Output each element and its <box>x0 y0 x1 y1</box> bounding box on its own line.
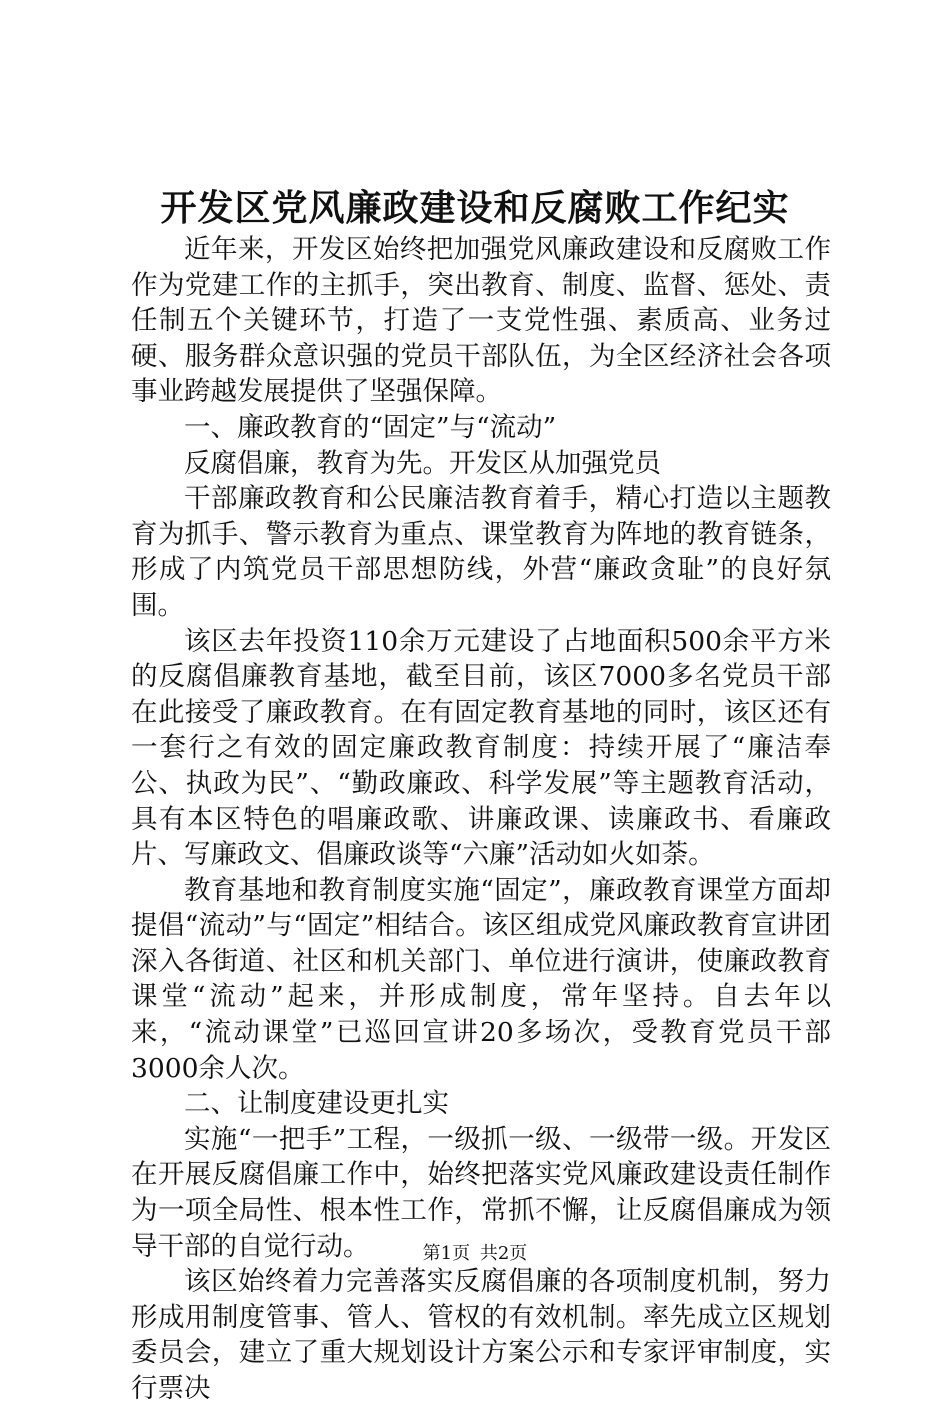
section-heading-1: 一、廉政教育的“固定”与“流动” <box>184 411 557 443</box>
paragraph: 该区始终着力完善落实反腐倡廉的各项制度机制，努力形成用制度管事、管人、管权的有效机制。率先成立区规划委员会，建立了重大规划设计方案公示和专家评审制度，实行票决 <box>131 1266 831 1404</box>
paragraph: 该区去年投资110余万元建设了占地面积500余平方米的反腐倡廉教育基地，截至目前，该区7000多名党员干部在此接受了廉政教育。在有固定教育基地的同时，该区还有一套行之有效的固定廉政教育制度：持续开展了“廉洁奉公、执政为民”、“勤政廉政、科学发展”等主题教育活动，具有本区特色的唱廉政歌、讲廉政课、读廉政书、看廉政片、写廉政文、倡廉政谈等“六廉”活动如火如荼。 <box>131 625 831 871</box>
paragraph: 实施“一把手”工程，一级抓一级、一级带一级。开发区在开展反腐倡廉工作中，始终把落实党风廉政建设责任制作为一项全局性、根本性工作，常抓不懈，让反腐倡廉成为领导干部的自觉行动。 <box>131 1123 831 1262</box>
section-heading-2: 二、让制度建设更扎实 <box>184 1088 449 1120</box>
paragraph: 反腐倡廉，教育为先。开发区从加强党员 <box>184 447 661 479</box>
page-number: 第1页 <box>422 1243 471 1264</box>
paragraph: 干部廉政教育和公民廉洁教育着手，精心打造以主题教育为抓手、警示教育为重点、课堂教育为阵地的教育链条，形成了内筑党员干部思想防线，外营“廉政贪耻”的良好氛围。 <box>131 483 831 621</box>
document-title: 开发区党风廉政建设和反腐败工作纪实 <box>160 187 790 229</box>
page-footer <box>0 1242 950 1266</box>
document-body <box>131 232 831 1407</box>
paragraph-intro: 近年来，开发区始终把加强党风廉政建设和反腐败工作作为党建工作的主抓手，突出教育、制度、监督、惩处、责任制五个关键环节，打造了一支党性强、素质高、业务过硬、服务群众意识强的党员干部队伍，为全区经济社会各项事业跨越发展提供了坚强保障。 <box>131 234 831 408</box>
page-total: 共2页 <box>479 1243 528 1264</box>
paragraph: 教育基地和教育制度实施“固定”，廉政教育课堂方面却提倡“流动”与“固定”相结合。该区组成党风廉政教育宣讲团深入各街道、社区和机关部门、单位进行演讲，使廉政教育课堂“流动”起来，并形成制度，常年坚持。自去年以来，“流动课堂”已巡回宣讲20多场次，受教育党员干部3000余人次。 <box>131 874 831 1084</box>
